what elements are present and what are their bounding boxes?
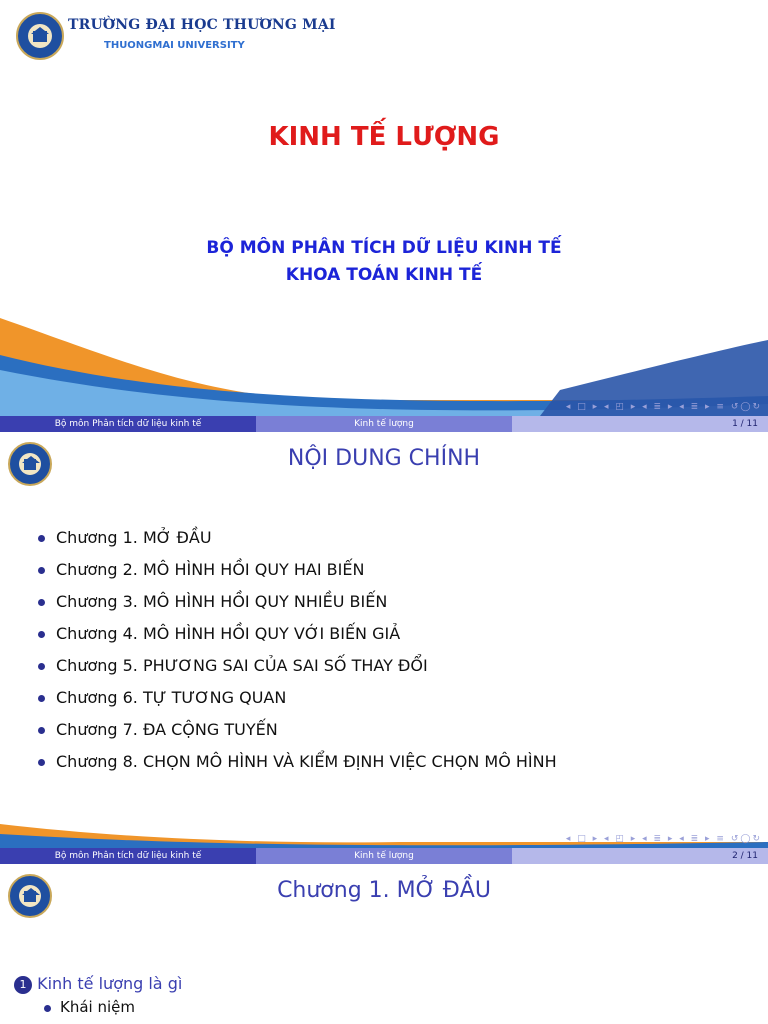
footer-course: Kinh tế lượng xyxy=(256,848,512,864)
subsection-item: Khái niệm xyxy=(14,998,182,1016)
navigation-symbols[interactable]: ◂ □ ▸ ◂ ◰ ▸ ◂ ≣ ▸ ◂ ≣ ▸ ≡ ↺◯↻ xyxy=(565,834,762,844)
navigation-symbols[interactable]: ◂ □ ▸ ◂ ◰ ▸ ◂ ≣ ▸ ◂ ≣ ▸ ≡ ↺◯↻ xyxy=(565,402,762,412)
bullet-icon xyxy=(44,1005,51,1012)
footer-course: Kinh tế lượng xyxy=(256,416,512,432)
chapter-list xyxy=(38,522,557,778)
bullet-icon xyxy=(38,663,45,670)
bullet-icon xyxy=(38,599,45,606)
bullet-icon xyxy=(38,695,45,702)
slide-title xyxy=(0,0,768,432)
page-number: 1 / 11 xyxy=(512,416,768,432)
footer-department: Bộ môn Phân tích dữ liệu kinh tế xyxy=(0,848,256,864)
list-item: Chương 7. ĐA CỘNG TUYẾN xyxy=(38,714,557,746)
section-number-icon: 1 xyxy=(14,976,32,994)
slide-contents xyxy=(0,432,768,864)
list-item: Chương 5. PHƯƠNG SAI CỦA SAI SỐ THAY ĐỔI xyxy=(38,650,557,682)
section-label: Kinh tế lượng là gì xyxy=(37,974,183,993)
department-name: BỘ MÔN PHÂN TÍCH DỮ LIỆU KINH TẾ xyxy=(206,238,562,258)
course-title: KINH TẾ LƯỢNG xyxy=(268,122,500,152)
footer-bar xyxy=(0,848,768,864)
slide-chapter1 xyxy=(0,864,768,1024)
bullet-icon xyxy=(38,567,45,574)
page-number: 2 / 11 xyxy=(512,848,768,864)
list-item: Chương 1. MỞ ĐẦU xyxy=(38,522,557,554)
section-list xyxy=(14,974,182,1016)
list-item: Chương 2. MÔ HÌNH HỒI QUY HAI BIẾN xyxy=(38,554,557,586)
footer-department: Bộ môn Phân tích dữ liệu kinh tế xyxy=(0,416,256,432)
list-item: Chương 6. TỰ TƯƠNG QUAN xyxy=(38,682,557,714)
bullet-icon xyxy=(38,631,45,638)
faculty-name: KHOA TOÁN KINH TẾ xyxy=(285,265,483,285)
section-item xyxy=(14,974,182,994)
list-item: Chương 3. MÔ HÌNH HỒI QUY NHIỀU BIẾN xyxy=(38,586,557,618)
slide-title: Chương 1. MỞ ĐẦU xyxy=(277,878,491,903)
wave-decoration xyxy=(0,300,768,416)
university-subtitle: THUONGMAI UNIVERSITY xyxy=(104,40,245,51)
list-item: Chương 8. CHỌN MÔ HÌNH VÀ KIỂM ĐỊNH VIỆC CHỌN MÔ HÌNH xyxy=(38,746,557,778)
footer-bar xyxy=(0,416,768,432)
university-name: TRƯỜNG ĐẠI HỌC THƯƠNG MẠI xyxy=(68,17,336,33)
list-item: Chương 4. MÔ HÌNH HỒI QUY VỚI BIẾN GIẢ xyxy=(38,618,557,650)
university-logo xyxy=(16,12,64,60)
bullet-icon xyxy=(38,727,45,734)
slide-title: NỘI DUNG CHÍNH xyxy=(287,446,481,471)
bullet-icon xyxy=(38,535,45,542)
bullet-icon xyxy=(38,759,45,766)
